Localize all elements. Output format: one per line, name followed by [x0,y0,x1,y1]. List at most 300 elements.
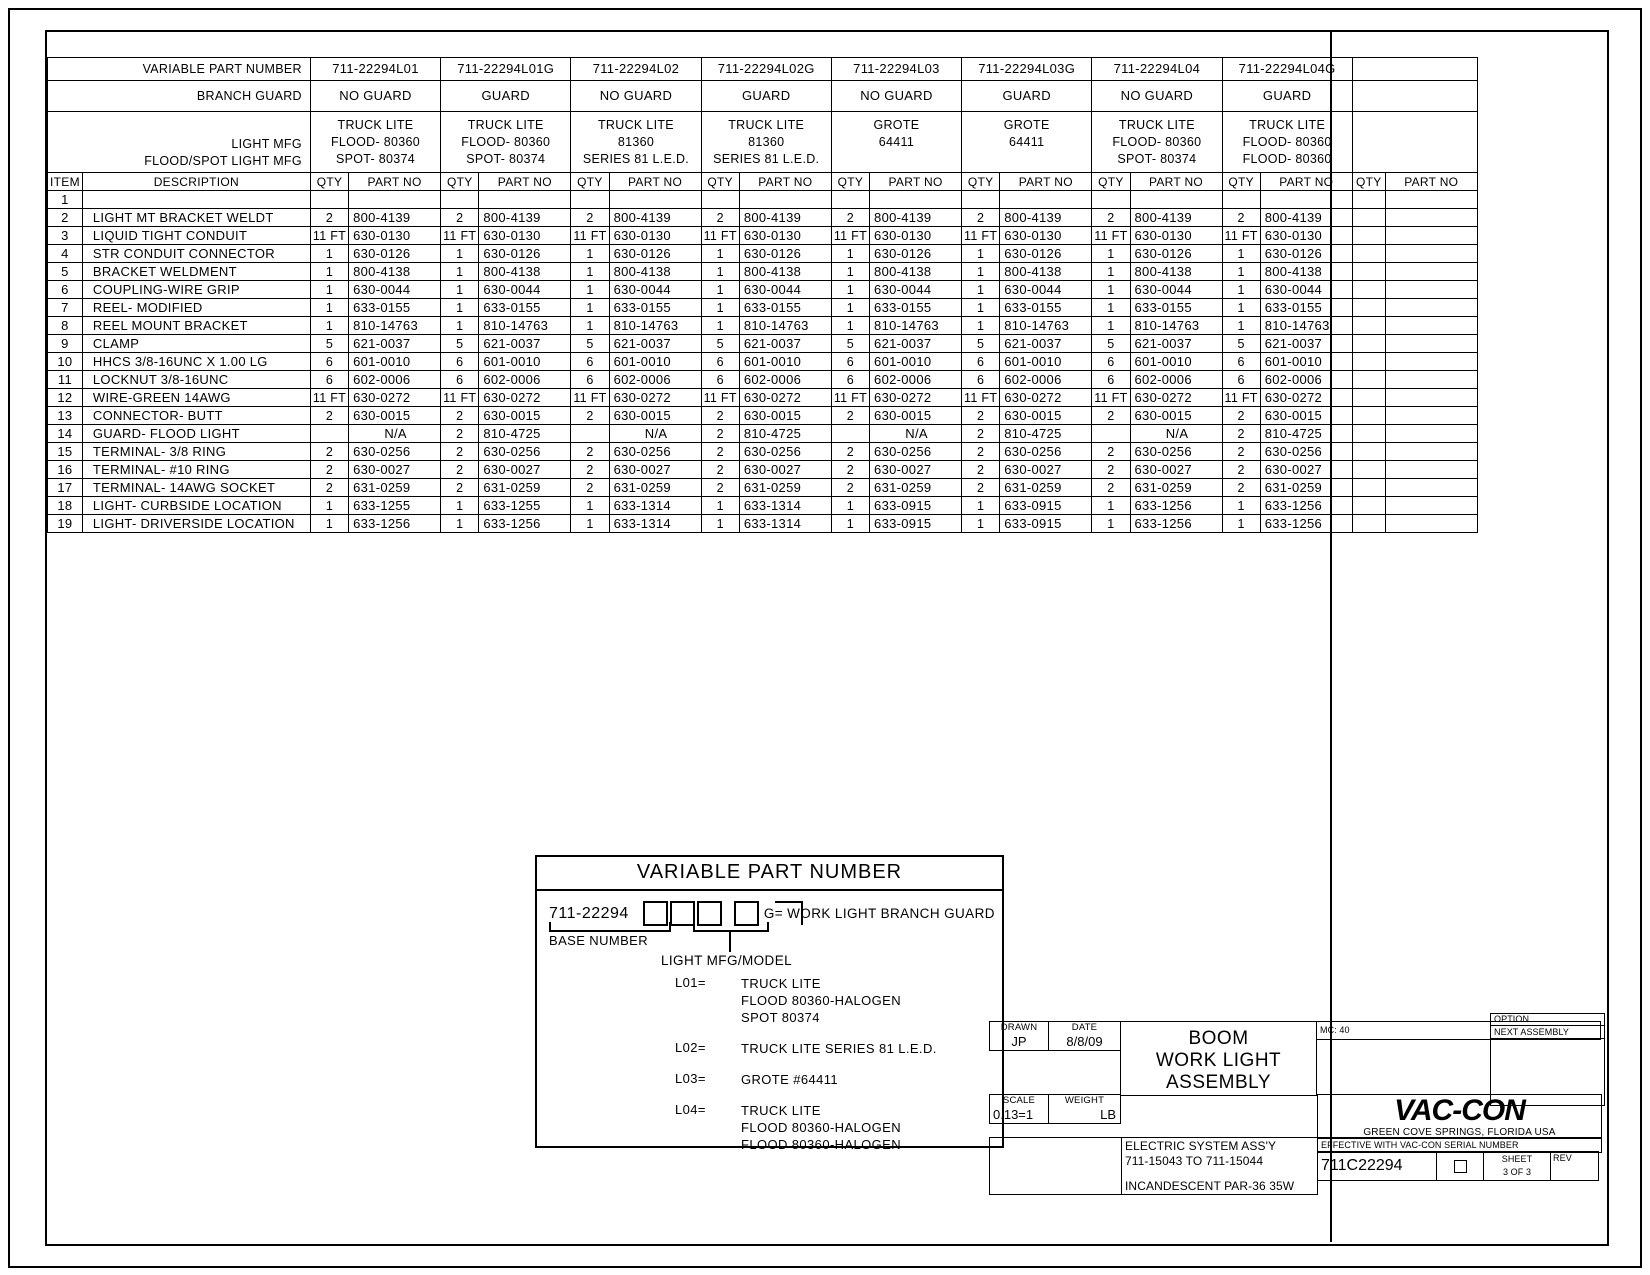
row-partno-2: N/A [609,425,701,443]
row-partno-2: 630-0256 [609,443,701,461]
row-partno-6: 810-14763 [1130,317,1222,335]
config-part-number-7: 711-22294L04G [1222,58,1352,81]
row-partno-0: 630-0015 [349,407,441,425]
row-qty-8 [1352,299,1385,317]
row-qty-1: 6 [441,353,479,371]
row-partno-4: 602-0006 [870,371,962,389]
row-qty-5: 1 [962,515,1000,533]
legend-option-values-3: TRUCK LITE FLOOD 80360-HALOGEN FLOOD 80360-HALOGEN [741,1103,902,1152]
row-qty-3: 2 [701,479,739,497]
legend-option-values-1: TRUCK LITE SERIES 81 L.E.D. [741,1041,937,1056]
row-qty-4: 1 [831,299,869,317]
row-description: GUARD- FLOOD LIGHT [82,425,310,443]
row-description: LIGHT MT BRACKET WELDT [82,209,310,227]
row-qty-2: 1 [571,263,609,281]
row-item-number: 14 [48,425,83,443]
row-qty-7: 2 [1222,461,1260,479]
date-cell [1048,1021,1121,1051]
scale-label: SCALE [1002,1095,1036,1106]
row-partno-8 [1385,443,1477,461]
row-partno-2: 630-0044 [609,281,701,299]
config-branch-guard-3: GUARD [701,81,831,112]
row-qty-8 [1352,389,1385,407]
row-qty-1: 2 [441,425,479,443]
config-mfg-2: TRUCK LITE 81360 SERIES 81 L.E.D. [571,112,701,173]
row-description: LIGHT- CURBSIDE LOCATION [82,497,310,515]
table-row [48,227,1478,245]
row-qty-8 [1352,443,1385,461]
row-partno-3: 630-0044 [739,281,831,299]
config-mfg-8 [1352,112,1477,173]
row-partno-4: 601-0010 [870,353,962,371]
row-partno-7: 630-0130 [1260,227,1352,245]
row-qty-2: 11 FT [571,227,609,245]
row-partno-5: 630-0256 [1000,443,1092,461]
row-qty-5: 1 [962,317,1000,335]
row-description: STR CONDUIT CONNECTOR [82,245,310,263]
row-partno-1: 633-1255 [479,497,571,515]
row-partno-0: 633-1256 [349,515,441,533]
col-header-qty-4: QTY [831,173,869,191]
row-partno-6: 601-0010 [1130,353,1222,371]
legend-option-values-0: TRUCK LITE FLOOD 80360-HALOGEN SPOT 80374 [741,976,902,1025]
row-qty-2: 1 [571,317,609,335]
row-partno-8 [1385,317,1477,335]
table-row [48,335,1478,353]
row-partno-7: 630-0126 [1260,245,1352,263]
row-qty-2 [571,191,609,209]
row-partno-7: 630-0015 [1260,407,1352,425]
row-qty-8 [1352,461,1385,479]
row-qty-4: 1 [831,263,869,281]
row-qty-3: 1 [701,281,739,299]
row-partno-6: 633-1256 [1130,515,1222,533]
row-description: BRACKET WELDMENT [82,263,310,281]
row-qty-0: 1 [310,515,348,533]
row-qty-5: 2 [962,461,1000,479]
row-qty-4: 2 [831,407,869,425]
row-item-number: 17 [48,479,83,497]
row-qty-2: 1 [571,281,609,299]
row-partno-5: 630-0015 [1000,407,1092,425]
row-partno-3: 800-4139 [739,209,831,227]
row-qty-3: 11 FT [701,227,739,245]
legend-option-key-1: L02= [675,1040,706,1055]
row-qty-6: 1 [1092,515,1130,533]
column-header-row [48,173,1478,191]
row-item-number: 12 [48,389,83,407]
row-qty-6: 1 [1092,317,1130,335]
tb-blank-left [989,1137,1122,1195]
row-qty-3: 2 [701,425,739,443]
legend-option-key-2: L03= [675,1071,706,1086]
col-header-qty-7: QTY [1222,173,1260,191]
row-qty-2: 1 [571,299,609,317]
row-partno-3: 630-0027 [739,461,831,479]
row-partno-5: 630-0130 [1000,227,1092,245]
light-mfg-label: LIGHT MFG FLOOD/SPOT LIGHT MFG [48,112,311,173]
row-qty-3 [701,191,739,209]
row-qty-4: 11 FT [831,227,869,245]
rev-cell [1550,1151,1599,1181]
col-header-qty-1: QTY [441,173,479,191]
config-branch-guard-8 [1352,81,1477,112]
row-qty-2: 5 [571,335,609,353]
row-qty-3: 1 [701,245,739,263]
row-partno-6: 633-0155 [1130,299,1222,317]
row-partno-3: 630-0015 [739,407,831,425]
row-qty-3: 1 [701,317,739,335]
row-qty-7 [1222,191,1260,209]
row-qty-0: 1 [310,299,348,317]
weight-value: LB [1100,1107,1116,1122]
row-partno-2: 633-0155 [609,299,701,317]
row-qty-3: 11 FT [701,389,739,407]
row-partno-4: 810-14763 [870,317,962,335]
row-qty-6: 11 FT [1092,389,1130,407]
branch-guard-label: BRANCH GUARD [48,81,311,112]
row-partno-5: 633-0915 [1000,515,1092,533]
row-qty-0: 2 [310,479,348,497]
table-row [48,425,1478,443]
row-qty-2: 2 [571,209,609,227]
row-qty-5: 11 FT [962,227,1000,245]
variable-part-number-legend [535,855,1004,1152]
row-qty-0: 2 [310,443,348,461]
row-qty-5: 2 [962,209,1000,227]
row-description: REEL- MODIFIED [82,299,310,317]
row-partno-6: 633-1256 [1130,497,1222,515]
row-partno-0: 630-0256 [349,443,441,461]
col-header-partno-7: PART NO [1260,173,1352,191]
row-partno-5: 621-0037 [1000,335,1092,353]
row-qty-7: 11 FT [1222,389,1260,407]
row-partno-2: 800-4138 [609,263,701,281]
row-qty-1: 2 [441,209,479,227]
base-number-brace [549,922,671,932]
row-qty-6: 6 [1092,371,1130,389]
row-partno-8 [1385,299,1477,317]
row-partno-1: 810-14763 [479,317,571,335]
row-partno-6: 630-0272 [1130,389,1222,407]
col-header-partno-4: PART NO [870,173,962,191]
row-partno-5: 630-0044 [1000,281,1092,299]
row-qty-5: 1 [962,299,1000,317]
row-partno-0: 630-0130 [349,227,441,245]
row-partno-3: 800-4138 [739,263,831,281]
row-qty-1: 2 [441,443,479,461]
row-partno-7: 800-4138 [1260,263,1352,281]
row-partno-2: 630-0027 [609,461,701,479]
row-partno-3 [739,191,831,209]
config-mfg-1: TRUCK LITE FLOOD- 80360 SPOT- 80374 [441,112,571,173]
row-qty-4: 6 [831,371,869,389]
row-qty-8 [1352,353,1385,371]
row-qty-3: 1 [701,299,739,317]
row-qty-4: 2 [831,479,869,497]
row-qty-4 [831,191,869,209]
row-qty-2: 1 [571,497,609,515]
drawing-title-cell [1120,1021,1317,1096]
row-partno-1: 630-0027 [479,461,571,479]
legend-option-list [675,975,937,1167]
row-partno-4: 630-0126 [870,245,962,263]
row-partno-2: 621-0037 [609,335,701,353]
row-qty-0: 1 [310,497,348,515]
row-partno-8 [1385,425,1477,443]
option-checkbox-icon[interactable] [1454,1160,1467,1173]
row-partno-0: 630-0027 [349,461,441,479]
row-partno-1: 631-0259 [479,479,571,497]
row-qty-1: 5 [441,335,479,353]
row-partno-2: 810-14763 [609,317,701,335]
row-qty-7: 11 FT [1222,227,1260,245]
row-qty-8 [1352,515,1385,533]
row-qty-1: 2 [441,479,479,497]
mfg-model-leader-line [729,930,731,952]
row-qty-4: 2 [831,209,869,227]
row-partno-6: 630-0027 [1130,461,1222,479]
row-partno-0: 602-0006 [349,371,441,389]
row-partno-7: 631-0259 [1260,479,1352,497]
row-partno-6: 800-4139 [1130,209,1222,227]
row-partno-4 [870,191,962,209]
row-partno-1: 602-0006 [479,371,571,389]
row-partno-8 [1385,335,1477,353]
legend-option-values-2: GROTE #64411 [741,1072,839,1087]
title-line-1: BOOM [1188,1028,1249,1049]
row-qty-6: 1 [1092,497,1130,515]
row-qty-2: 6 [571,371,609,389]
row-partno-3: 631-0259 [739,479,831,497]
table-row [48,191,1478,209]
row-partno-4: 800-4138 [870,263,962,281]
company-location: GREEN COVE SPRINGS, FLORIDA USA [1363,1127,1556,1138]
row-item-number: 13 [48,407,83,425]
row-qty-4: 2 [831,443,869,461]
row-partno-5 [1000,191,1092,209]
row-qty-0: 2 [310,209,348,227]
config-mfg-6: TRUCK LITE FLOOD- 80360 SPOT- 80374 [1092,112,1222,173]
row-qty-5: 1 [962,281,1000,299]
row-qty-4: 5 [831,335,869,353]
row-description: TERMINAL- 14AWG SOCKET [82,479,310,497]
row-partno-5: 630-0272 [1000,389,1092,407]
row-partno-5: 800-4138 [1000,263,1092,281]
bill-of-materials-table [47,57,1478,533]
vac-con-logo: VAC-CON [1394,1094,1525,1127]
row-qty-4 [831,425,869,443]
row-partno-6: 621-0037 [1130,335,1222,353]
col-header-description: DESCRIPTION [82,173,310,191]
table-row [48,245,1478,263]
table-row [48,461,1478,479]
row-qty-7: 6 [1222,371,1260,389]
row-description: REEL MOUNT BRACKET [82,317,310,335]
row-qty-3: 2 [701,461,739,479]
subtitle-line-1: ELECTRIC SYSTEM ASS'Y [1125,1139,1277,1153]
row-description: LIGHT- DRIVERSIDE LOCATION [82,515,310,533]
row-partno-8 [1385,515,1477,533]
row-qty-4: 1 [831,515,869,533]
row-partno-1: 800-4139 [479,209,571,227]
sheet-label: SHEET [1501,1154,1533,1164]
row-partno-3: 633-1314 [739,497,831,515]
row-qty-6: 6 [1092,353,1130,371]
row-partno-6: 602-0006 [1130,371,1222,389]
col-header-item: ITEM [48,173,83,191]
row-description: CONNECTOR- BUTT [82,407,310,425]
sheet-cell [1483,1151,1551,1181]
row-qty-6: 2 [1092,209,1130,227]
table-row [48,479,1478,497]
row-partno-1: 630-0272 [479,389,571,407]
row-qty-1: 1 [441,317,479,335]
row-qty-5: 6 [962,353,1000,371]
row-partno-8 [1385,461,1477,479]
config-branch-guard-2: NO GUARD [571,81,701,112]
row-description [82,191,310,209]
row-partno-5: 631-0259 [1000,479,1092,497]
row-qty-0: 11 FT [310,389,348,407]
subtitle-cell [1121,1137,1318,1195]
row-partno-5: 810-4725 [1000,425,1092,443]
legend-option-2 [675,1071,937,1088]
row-qty-8 [1352,263,1385,281]
row-partno-3: 633-1314 [739,515,831,533]
table-row [48,299,1478,317]
row-partno-1 [479,191,571,209]
row-qty-2: 2 [571,461,609,479]
row-partno-7: 621-0037 [1260,335,1352,353]
row-partno-7 [1260,191,1352,209]
table-row [48,515,1478,533]
row-partno-6: 630-0126 [1130,245,1222,263]
legend-option-0 [675,975,937,1026]
col-header-partno-5: PART NO [1000,173,1092,191]
config-part-number-6: 711-22294L04 [1092,58,1222,81]
row-partno-7: 633-1256 [1260,515,1352,533]
row-partno-8 [1385,263,1477,281]
row-qty-0: 6 [310,353,348,371]
row-qty-6: 1 [1092,263,1130,281]
row-partno-7: 810-4725 [1260,425,1352,443]
legend-base-number-label: BASE NUMBER [549,933,649,948]
row-qty-8 [1352,209,1385,227]
row-partno-4: 630-0044 [870,281,962,299]
config-mfg-4: GROTE 64411 [831,112,961,173]
row-partno-7: 601-0010 [1260,353,1352,371]
row-qty-7: 1 [1222,317,1260,335]
col-header-partno-0: PART NO [349,173,441,191]
row-partno-6: N/A [1130,425,1222,443]
row-qty-3: 2 [701,407,739,425]
title-line-3: ASSEMBLY [1165,1072,1272,1093]
row-qty-5: 1 [962,245,1000,263]
row-partno-4: 630-0015 [870,407,962,425]
row-partno-0: 621-0037 [349,335,441,353]
row-qty-6: 11 FT [1092,227,1130,245]
row-partno-5: 630-0027 [1000,461,1092,479]
row-description: TERMINAL- #10 RING [82,461,310,479]
row-partno-7: 810-14763 [1260,317,1352,335]
row-description: HHCS 3/8-16UNC X 1.00 LG [82,353,310,371]
row-partno-3: 630-0256 [739,443,831,461]
row-qty-6: 1 [1092,281,1130,299]
row-partno-8 [1385,407,1477,425]
row-qty-8 [1352,371,1385,389]
row-qty-2: 1 [571,245,609,263]
config-part-number-8 [1352,58,1477,81]
row-qty-3: 1 [701,263,739,281]
row-qty-1 [441,191,479,209]
row-partno-4: 630-0272 [870,389,962,407]
config-mfg-0: TRUCK LITE FLOOD- 80360 SPOT- 80374 [310,112,440,173]
row-partno-7: 630-0027 [1260,461,1352,479]
col-header-partno-8: PART NO [1385,173,1477,191]
row-partno-5: 810-14763 [1000,317,1092,335]
row-qty-5 [962,191,1000,209]
row-qty-1: 2 [441,407,479,425]
scale-value: 0.13=1 [993,1107,1034,1122]
row-partno-5: 601-0010 [1000,353,1092,371]
row-qty-1: 6 [441,371,479,389]
row-partno-5: 633-0915 [1000,497,1092,515]
row-qty-0 [310,425,348,443]
row-qty-1: 11 FT [441,389,479,407]
row-partno-0: 800-4138 [349,263,441,281]
row-partno-2: 601-0010 [609,353,701,371]
row-qty-8 [1352,407,1385,425]
row-qty-7: 1 [1222,497,1260,515]
row-partno-2 [609,191,701,209]
row-partno-0: 633-1255 [349,497,441,515]
row-description: LOCKNUT 3/8-16UNC [82,371,310,389]
row-qty-0: 2 [310,407,348,425]
row-partno-4: 630-0256 [870,443,962,461]
row-partno-8 [1385,245,1477,263]
row-description: WIRE-GREEN 14AWG [82,389,310,407]
row-description: TERMINAL- 3/8 RING [82,443,310,461]
row-qty-0: 1 [310,317,348,335]
config-mfg-3: TRUCK LITE 81360 SERIES 81 L.E.D. [701,112,831,173]
col-header-qty-2: QTY [571,173,609,191]
row-partno-4: 633-0155 [870,299,962,317]
row-qty-6: 2 [1092,407,1130,425]
row-qty-4: 1 [831,317,869,335]
subtitle-line-2: 711-15043 TO 711-15044 [1125,1154,1264,1168]
row-partno-5: 630-0126 [1000,245,1092,263]
row-item-number: 1 [48,191,83,209]
row-description: COUPLING-WIRE GRIP [82,281,310,299]
row-partno-0 [349,191,441,209]
config-part-number-3: 711-22294L02G [701,58,831,81]
row-qty-4: 1 [831,281,869,299]
row-item-number: 19 [48,515,83,533]
table-row [48,317,1478,335]
config-branch-guard-1: GUARD [441,81,571,112]
row-qty-4: 6 [831,353,869,371]
row-item-number: 18 [48,497,83,515]
row-qty-3: 6 [701,353,739,371]
config-part-number-2: 711-22294L02 [571,58,701,81]
row-qty-7: 5 [1222,335,1260,353]
drawn-label: DRAWN [1000,1022,1038,1033]
row-qty-7: 2 [1222,443,1260,461]
row-description: LIQUID TIGHT CONDUIT [82,227,310,245]
row-qty-1: 1 [441,281,479,299]
table-row [48,497,1478,515]
